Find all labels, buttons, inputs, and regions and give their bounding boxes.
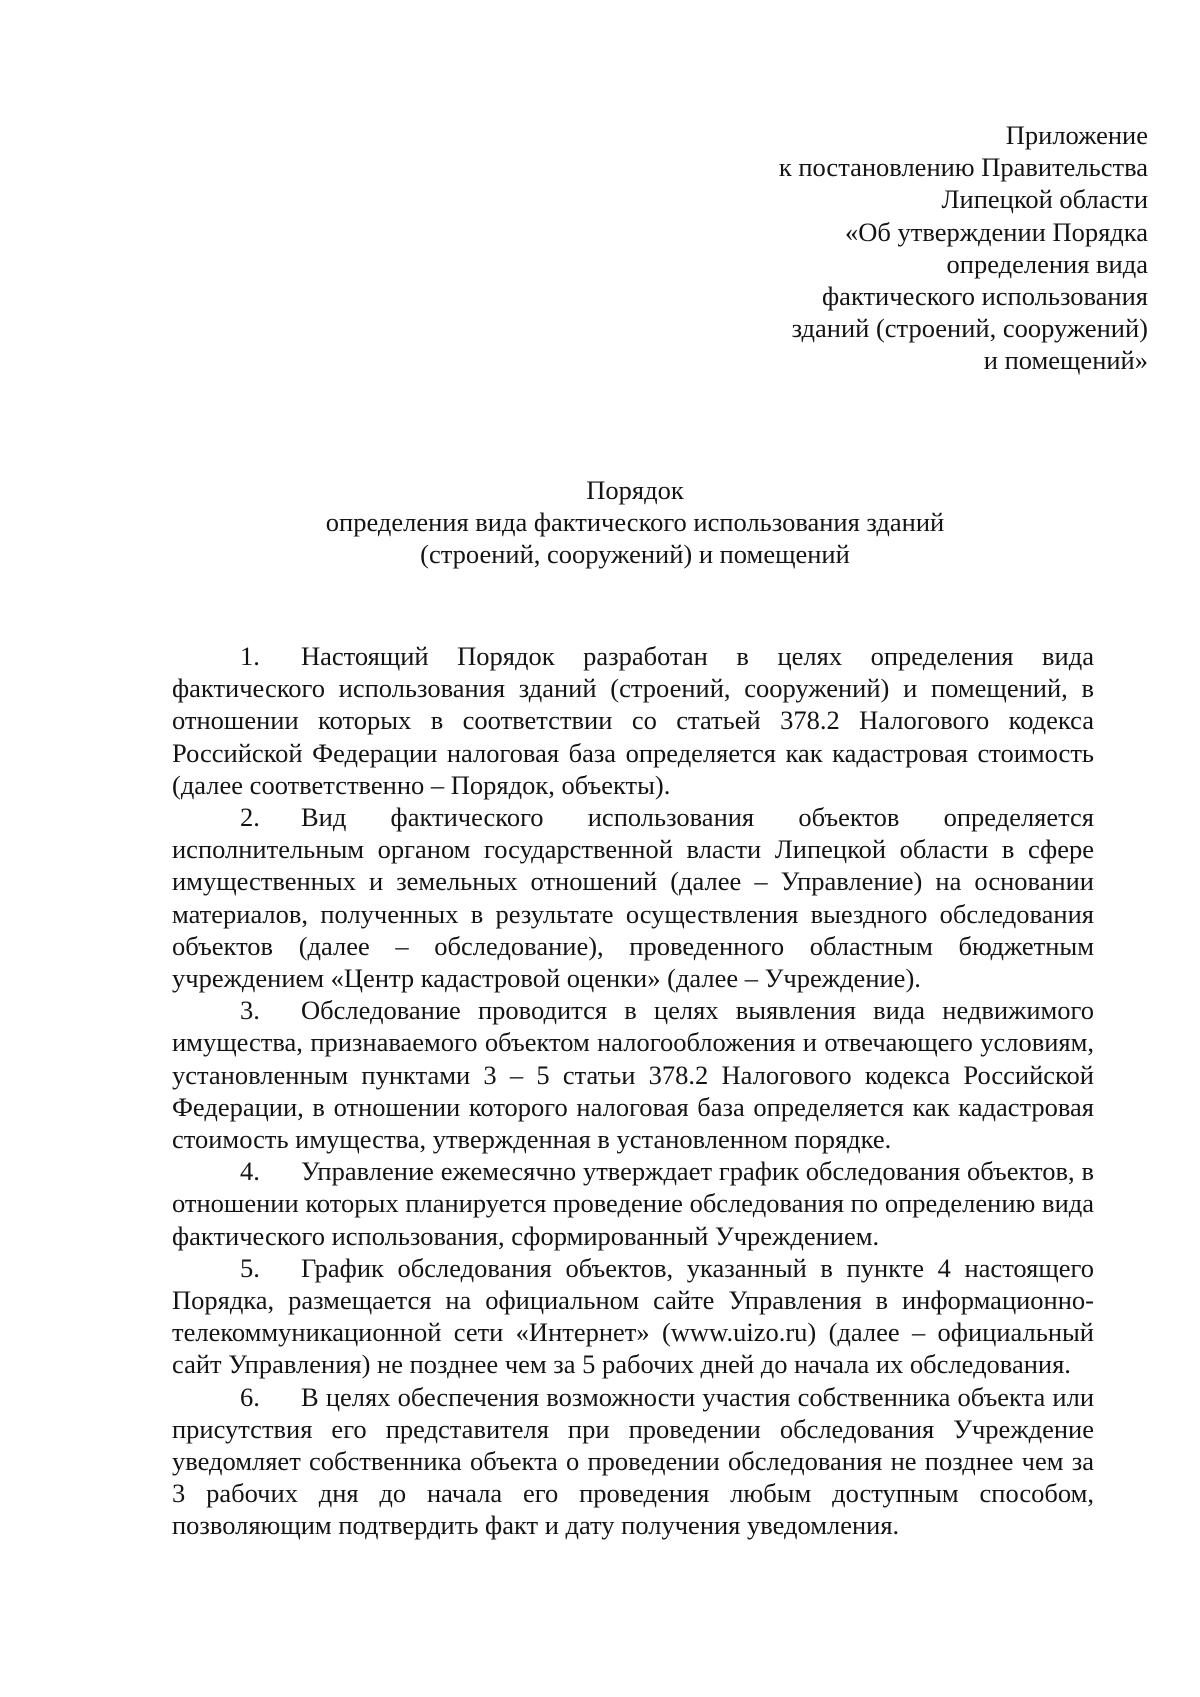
title-subheading-line: определения вида фактического использования зданий	[325, 507, 945, 537]
paragraph-text: График обследования объектов, указанный в пункте 4 настоящего Порядка, размещается на официальном сайте Управления в информационно-телекоммуникационной сети «Интернет» (www.uizo.ru) (далее – официальный сайт Управления) не позднее чем за 5 рабочих дней до начала их обследования.	[172, 1252, 1094, 1380]
paragraph-number: 6.	[240, 1381, 260, 1412]
appendix-line: и помещений»	[983, 345, 1148, 376]
appendix-line: Липецкой области	[941, 184, 1148, 215]
document-title	[172, 474, 1098, 570]
title-subheading-line: (строений, сооружений) и помещений	[420, 539, 850, 569]
paragraph-text: Вид фактического использования объектов определяется исполнительным органом государственной власти Липецкой области в сфере имущественных и земельных отношений (далее – Управление) на основании материалов, полученных в результате осуществления выездного обследования объектов (далее – обследование), проведенного областным бюджетным учреждением «Центр кадастровой оценки» (далее – Учреждение).	[172, 802, 1094, 994]
appendix-line: к постановлению Правительства	[778, 152, 1148, 183]
paragraph-text: Настоящий Порядок разработан в целях определения вида фактического использования зданий (строений, сооружений) и помещений, в отношении которых в соответствии со статьей 378.2 Налогового кодекса Российской Федерации налоговая база определяется как кадастровая стоимость (далее соответственно – Порядок, объекты).	[172, 641, 1094, 800]
numbered-paragraph	[172, 640, 1094, 801]
appendix-line: Приложение	[1005, 120, 1148, 150]
paragraph-number: 2.	[240, 802, 260, 833]
appendix-header	[588, 119, 1148, 377]
paragraph-number: 1.	[240, 641, 260, 671]
paragraph-number: 4.	[240, 1156, 260, 1187]
numbered-paragraph	[172, 1381, 1094, 1542]
appendix-line: зданий (строений, сооружений)	[791, 313, 1148, 344]
document-body	[172, 640, 1094, 1542]
appendix-line: фактического использования	[822, 281, 1148, 312]
paragraph-text: В целях обеспечения возможности участия собственника объекта или присутствия его представителя при проведении обследования Учреждение уведомляет собственника объекта о проведении обследования не позднее чем за 3 рабочих дня до начала его проведения любым доступным способом, позволяющим подтвердить факт и дату получения уведомления.	[172, 1381, 1094, 1541]
numbered-paragraph	[172, 1155, 1094, 1252]
appendix-line: определения вида	[946, 248, 1148, 279]
numbered-paragraph	[172, 801, 1094, 994]
appendix-line: «Об утверждении Порядка	[845, 216, 1148, 247]
numbered-paragraph	[172, 1252, 1094, 1381]
paragraph-number: 3.	[240, 995, 260, 1026]
title-heading: Порядок	[586, 475, 684, 505]
numbered-paragraph	[172, 994, 1094, 1155]
paragraph-number: 5.	[240, 1252, 260, 1283]
paragraph-text: Обследование проводится в целях выявления вида недвижимого имущества, признаваемого объектом налогообложения и отвечающего условиям, установленным пунктами 3 – 5 статьи 378.2 Налогового кодекса Российской Федерации, в отношении которого налоговая база определяется как кадастровая стоимость имущества, утвержденная в установленном порядке.	[172, 995, 1094, 1155]
paragraph-text: Управление ежемесячно утверждает график обследования объектов, в отношении которых планируется проведение обследования по определению вида фактического использования, сформированный Учреждением.	[172, 1156, 1094, 1251]
